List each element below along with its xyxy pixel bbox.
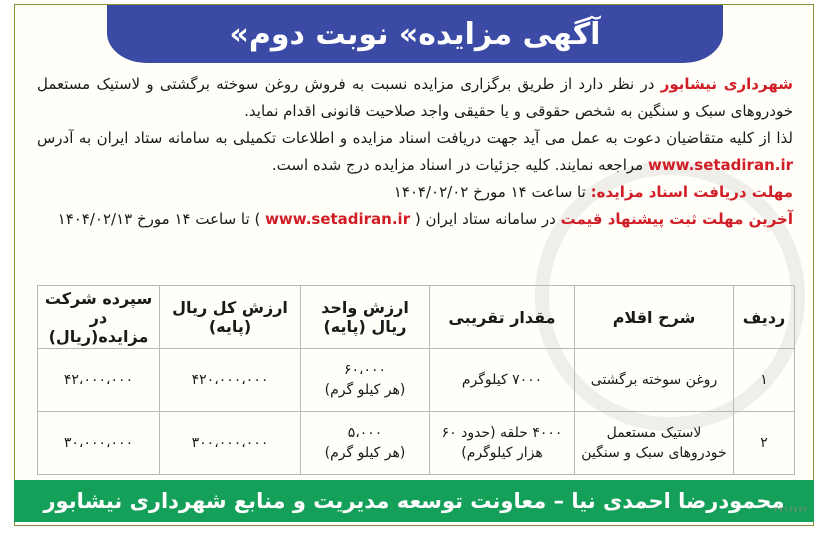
paragraph-document-deadline <box>37 179 793 206</box>
ad-code: ۳۷۱۶۷۶۲ <box>774 505 808 514</box>
row-deposit: ۴۲،۰۰۰،۰۰۰ <box>38 349 160 412</box>
header-item: شرح اقلام <box>575 286 734 349</box>
header-unit-value: ارزش واحد ریال (پایه) <box>301 286 430 349</box>
header-quantity: مقدار تقریبی <box>430 286 575 349</box>
unit-value-note: (هر کیلو گرم) <box>324 445 406 461</box>
header-total-value: ارزش کل ریال (پایه) <box>160 286 301 349</box>
municipality-name: شهرداری نیشابور <box>660 75 793 93</box>
row-total-value: ۴۲۰،۰۰۰،۰۰۰ <box>160 349 301 412</box>
unit-value-amount: ۵،۰۰۰ <box>347 425 383 441</box>
bid-deadline-after: ) تا ساعت ۱۴ مورخ ۱۴۰۴/۰۲/۱۳ <box>57 210 266 228</box>
document-deadline-text: تا ساعت ۱۴ مورخ ۱۴۰۴/۰۲/۰۲ <box>393 183 591 201</box>
row-item: روغن سوخته برگشتی <box>575 349 734 412</box>
row-quantity: ۷۰۰۰ کیلوگرم <box>430 349 575 412</box>
bid-deadline-label: آخرین مهلت ثبت پیشنهاد قیمت <box>560 210 793 228</box>
notice-body <box>37 71 793 233</box>
header-deposit: سپرده شرکت در مزایده(ریال) <box>38 286 160 349</box>
row-item: لاستیک مستعمل خودروهای سبک و سنگین <box>575 412 734 475</box>
intro-text: در نظر دارد از طریق برگزاری مزایده نسبت به فروش روغن سوخته برگشتی و لاستیک مستعمل خودروهای سبک و سنگین به شخص حقوقی و یا حقیقی واجد صلاحیت قانونی اقدام نماید. <box>37 75 793 120</box>
setadiran-link-2[interactable]: www.setadiran.ir <box>265 210 411 228</box>
table-header-row <box>38 286 795 349</box>
footer-signature: محمودرضا احمدی نیا – معاونت توسعه مدیریت و منابع شهرداری نیشابور <box>14 480 814 522</box>
setadiran-link[interactable]: www.setadiran.ir <box>647 156 793 174</box>
paragraph-bid-deadline <box>37 206 793 233</box>
invitation-text-after: مراجعه نمایند. کلیه جزئیات در اسناد مزایده درج شده است. <box>271 156 648 174</box>
row-unit-value <box>301 412 430 475</box>
row-total-value: ۳۰۰،۰۰۰،۰۰۰ <box>160 412 301 475</box>
row-quantity: ۴۰۰۰ حلقه (حدود ۶۰ هزار کیلوگرم) <box>430 412 575 475</box>
auction-table-wrapper <box>37 285 795 475</box>
table-row <box>38 349 795 412</box>
notice-frame <box>14 4 814 526</box>
table-row <box>38 412 795 475</box>
unit-value-note: (هر کیلو گرم) <box>324 382 406 398</box>
paragraph-intro <box>37 71 793 125</box>
invitation-text-before: لذا از کلیه متقاضیان دعوت به عمل می آید جهت دریافت اسناد مزایده و اطلاعات تکمیلی به سامانه ستاد ایران به آدرس <box>37 129 793 147</box>
row-index: ۱ <box>734 349 795 412</box>
header-index: ردیف <box>734 286 795 349</box>
row-unit-value <box>301 349 430 412</box>
row-deposit: ۳۰،۰۰۰،۰۰۰ <box>38 412 160 475</box>
auction-items-table <box>37 285 795 475</box>
paragraph-invitation <box>37 125 793 179</box>
unit-value-amount: ۶۰،۰۰۰ <box>343 362 387 378</box>
notice-title: «آگهی مزایده» نوبت دوم <box>107 5 723 63</box>
document-deadline-label: مهلت دریافت اسناد مزایده: <box>590 183 793 201</box>
bid-deadline-middle: در سامانه ستاد ایران ( <box>410 210 561 228</box>
row-index: ۲ <box>734 412 795 475</box>
